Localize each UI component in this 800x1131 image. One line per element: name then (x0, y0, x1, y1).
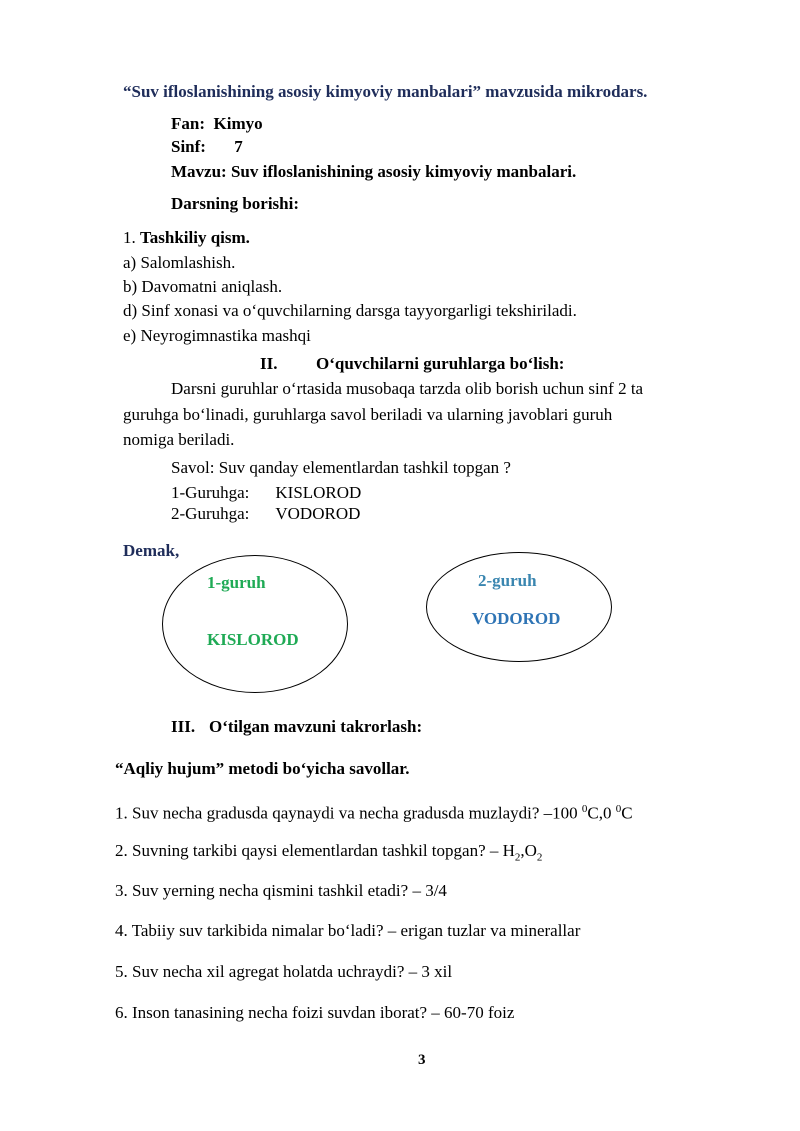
group2-ellipse (426, 552, 612, 662)
list-item: d) Sinf xonasi va o‘quvchilarning darsga tayyorgarligi tekshiriladi. (123, 301, 577, 320)
list-item: e) Neyrogimnastika mashqi (123, 326, 311, 345)
question-item-5: 5. Suv necha xil agregat holatda uchraydi? – 3 xil (115, 962, 453, 981)
group2-value: VODOROD (472, 609, 561, 628)
fan-label: Fan: (171, 114, 205, 133)
mavzu-value: Suv ifloslanishining asosiy kimyoviy manbalari. (230, 162, 577, 181)
question-text: ,O (520, 841, 537, 860)
mavzu-label: Mavzu: (171, 162, 227, 181)
question-item-1 (115, 799, 633, 824)
degree-sup: 0 (581, 803, 588, 815)
section1-title: Tashkiliy qism. (140, 228, 250, 247)
page-title: “Suv ifloslanishining asosiy kimyoviy manbalari” mavzusida mikrodars. (123, 82, 648, 101)
degree-sup: 0 (615, 803, 622, 815)
question-text: C (621, 803, 633, 823)
group-answer-value: VODOROD (275, 504, 361, 523)
sinf-label: Sinf: (171, 137, 206, 156)
question-text: 1. Suv necha gradusda qaynaydi va necha gradusda muzlaydi? –100 (115, 803, 578, 823)
darsning-borishi-heading: Darsning borishi: (171, 194, 299, 213)
group-answer-label: 1-Guruhga: (171, 483, 250, 502)
group1-value: KISLOROD (207, 630, 299, 649)
demak-label: Demak, (123, 541, 180, 560)
paragraph-line: nomiga beriladi. (123, 430, 235, 449)
section2-title: O‘quvchilarni guruhlarga bo‘lish: (316, 354, 565, 373)
sinf-value: 7 (234, 137, 243, 156)
fan-value: Kimyo (213, 114, 263, 133)
group-answer-1 (171, 483, 361, 503)
question-item-4: 4. Tabiiy suv tarkibida nimalar bo‘ladi? – erigan tuzlar va minerallar (115, 921, 581, 940)
question-item-2 (115, 841, 542, 867)
question-text: C,0 (587, 803, 612, 823)
method-title: “Aqliy hujum” metodi bo‘yicha savollar. (115, 759, 410, 778)
subscript: 2 (536, 851, 543, 864)
list-item: b) Davomatni aniqlash. (123, 277, 283, 296)
section3-title: O‘tilgan mavzuni takrorlash: (209, 717, 423, 736)
group-answer-label: 2-Guruhga: (171, 504, 250, 523)
group-answer-2 (171, 504, 360, 524)
question-text: 2. Suvning tarkibi qaysi elementlardan tashkil topgan? – H (115, 841, 515, 860)
mavzu-line (171, 162, 576, 182)
section1-number: 1. (123, 228, 136, 247)
paragraph-line: guruhga bo‘linadi, guruhlarga savol beriladi va ularning javoblari guruh (123, 405, 613, 424)
sinf-line (171, 137, 243, 157)
section3-number: III. (171, 717, 196, 736)
subscript: 2 (514, 851, 521, 864)
section1-heading (123, 228, 250, 248)
question-item-6: 6. Inson tanasining necha foizi suvdan iborat? – 60-70 foiz (115, 1003, 515, 1022)
question-line: Savol: Suv qanday elementlardan tashkil topgan ? (171, 458, 511, 477)
group-answer-value: KISLOROD (275, 483, 362, 502)
fan-line (171, 114, 263, 134)
question-item-3: 3. Suv yerning necha qismini tashkil etadi? – 3/4 (115, 881, 447, 900)
section2-number: II. (260, 354, 278, 373)
page-number: 3 (418, 1052, 426, 1068)
list-item: a) Salomlashish. (123, 253, 236, 272)
group2-title: 2-guruh (478, 571, 537, 590)
paragraph-line: Darsni guruhlar o‘rtasida musobaqa tarzda olib borish uchun sinf 2 ta (171, 379, 644, 398)
group1-title: 1-guruh (207, 573, 266, 592)
